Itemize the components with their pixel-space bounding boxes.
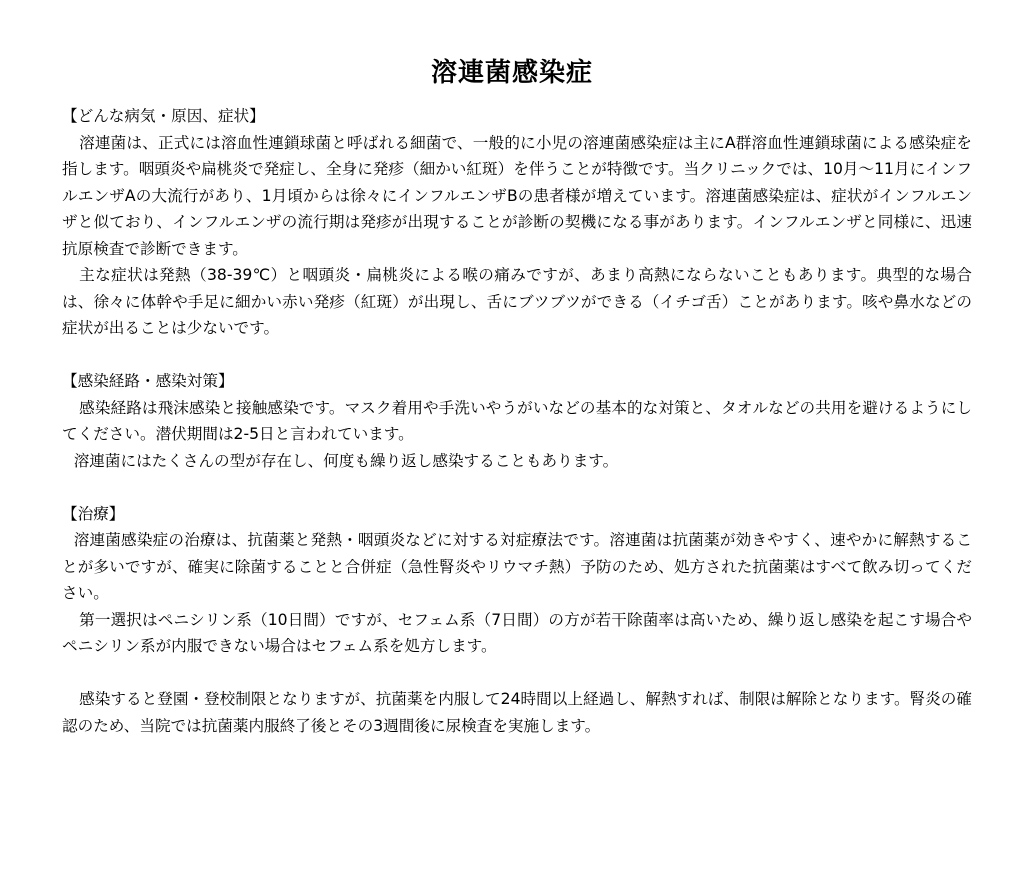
- paragraph: 溶連菌は、正式には溶血性連鎖球菌と呼ばれる細菌で、一般的に小児の溶連菌感染症は主にA群溶血性連鎖球菌による感染症を指します。咽頭炎や扁桃炎で発症し、全身に発疹（細かい紅斑）を伴うことが特徴です。当クリニックでは、10月～11月にインフルエンザAの大流行があり、1月頃からは徐々にインフルエンザBの患者様が増えています。溶連菌感染症は、症状がインフルエンザと似ており、インフルエンザの流行期は発疹が出現することが診断の契機になる事があります。インフルエンザと同様に、迅速抗原検査で診断できます。: [62, 133, 972, 258]
- section-attendance: [62, 686, 972, 739]
- section-symptoms: [62, 103, 972, 342]
- paragraph: 主な症状は発熱（38-39℃）と咽頭炎・扁桃炎による喉の痛みですが、あまり高熱にならないこともあります。典型的な場合は、徐々に体幹や手足に細かい赤い発疹（紅斑）が出現し、舌にブツブツができる（イチゴ舌）ことがあります。咳や鼻水などの症状が出ることは少ないです。: [62, 266, 972, 337]
- section-heading: 【どんな病気・原因、症状】: [62, 107, 265, 125]
- section-spacer: [62, 342, 972, 369]
- section-spacer: [62, 474, 972, 501]
- document-title: 溶連菌感染症: [430, 58, 593, 88]
- paragraph: 感染すると登園・登校制限となりますが、抗菌薬を内服して24時間以上経過し、解熱すれば、制限は解除となります。腎炎の確認のため、当院では抗菌薬内服終了後とその3週間後に尿検査を実施します。: [62, 690, 972, 735]
- paragraph: 第一選択はペニシリン系（10日間）ですが、セフェム系（7日間）の方が若干除菌率は高いため、繰り返し感染を起こす場合やペニシリン系が内服できない場合はセフェム系を処方します。: [62, 610, 972, 655]
- paragraph: 感染経路は飛沫感染と接触感染です。マスク着用や手洗いやうがいなどの基本的な対策と、タオルなどの共用を避けるようにしてください。潜伏期間は2-5日と言われています。: [62, 398, 972, 443]
- section-heading: 【感染経路・感染対策】: [62, 372, 234, 390]
- document-body: [62, 103, 972, 739]
- paragraph: 溶連菌感染症の治療は、抗菌薬と発熱・咽頭炎などに対する対症療法です。溶連菌は抗菌薬が効きやすく、速やかに解熱することが多いですが、確実に除菌することと合併症（急性腎炎やリウマチ熱）予防のため、処方された抗菌薬はすべて飲み切ってください。: [62, 531, 972, 602]
- section-treatment: [62, 501, 972, 660]
- section-heading: 【治療】: [62, 504, 125, 523]
- section-spacer: [62, 660, 972, 687]
- section-infection-route: [62, 368, 972, 474]
- paragraph: 溶連菌にはたくさんの型が存在し、何度も繰り返し感染することもあります。: [73, 451, 619, 470]
